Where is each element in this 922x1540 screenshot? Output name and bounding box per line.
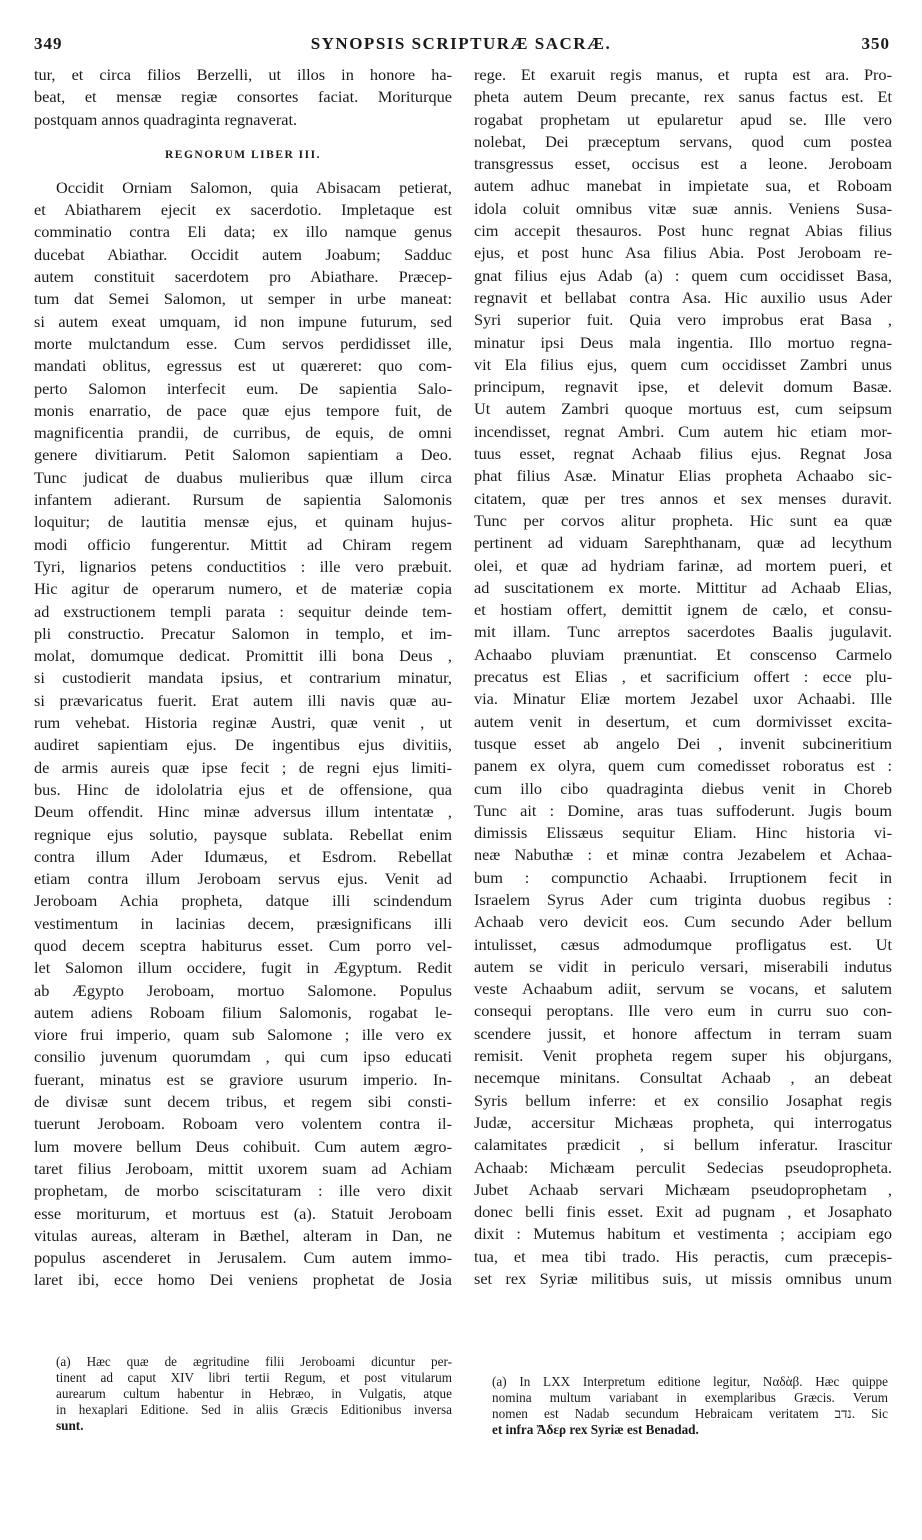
text-line: Tyri, lignarios petens conductitios : ille vero præbuit. [34, 556, 452, 576]
text-line: Syris bellum inferre: et ex consilio Josaphat regis [474, 1090, 892, 1110]
text-line: tuus esset, regnat Achaab filius ejus. Regnat Josa [474, 444, 892, 464]
footnote-line: nomen est Nadab secundum Hebraicam veritatem נדב. Sic [492, 1406, 888, 1421]
text-line: calamitates prædicit , si bellum inferatur. Irascitur [474, 1135, 892, 1155]
text-line: panem ex olyra, quem cum comedisset roboratus est : [474, 756, 892, 776]
text-line: loquitur; de lautitia mensæ ejus, et quinam hujus- [34, 512, 452, 532]
text-line: Syri superior fuit. Quia vero improbus erat Basa , [474, 310, 892, 330]
text-line: vitulas aureas, alteram in Bæthel, alteram in Dan, ne [34, 1225, 452, 1245]
text-line: regnavit et bellabat contra Asa. Hic auxilio usus Ader [474, 287, 892, 307]
text-line: vit Ela filius ejus, quem cum occidisset Zambri unus [474, 354, 892, 374]
text-line: tua, et mea tibi trado. His peractis, cum præcepis- [474, 1246, 892, 1266]
text-line: fuerant, minatus est se graviore usurum imperio. In- [34, 1069, 452, 1089]
text-line: bum : compunctio Achaabi. Irruptionem fecit in [474, 867, 892, 887]
text-line: consilio juvenum quorumdam , qui cum ipso educati [34, 1047, 452, 1067]
text-line: ad suscitationem ex morte. Mittitur ad Achaab Elias, [474, 577, 892, 597]
text-line: de divisæ sunt decem tribus, et regem sibi consti- [34, 1092, 452, 1112]
page-header [0, 34, 922, 62]
text-line: autem constituit sacerdotem pro Abiathare. Præcep- [34, 267, 452, 287]
text-line: pertinent ad viduam Sarephthanam, quæ ad lecythum [474, 533, 892, 553]
text-line: prophetam, de morbo sciscitaturam : ille vero dixit [34, 1181, 452, 1201]
text-line: molat, domumque dedicat. Promittit illi bona Deus , [34, 646, 452, 666]
text-line: remisit. Venit propheta regem super his objurgans, [474, 1046, 892, 1066]
text-line: Jubet Achaab servari Michæam pseudoprophetam , [474, 1179, 892, 1199]
text-line: via. Minatur Eliæ mortem Jezabel uxor Achaabi. Ille [474, 689, 892, 709]
text-line: tur, et circa filios Berzelli, ut illos in honore ha- [34, 65, 452, 84]
text-line: citatem, quæ per tres annos et sex menses duravit. [474, 488, 892, 508]
text-line: autem adiens Roboam filium Salomonis, rogabat le- [34, 1002, 452, 1022]
text-line: rogabat prophetam ut epularetur apud se. Ille vero [474, 109, 892, 129]
text-line: gnat filius ejus Adab (a) : quem cum occidisset Basa, [474, 265, 892, 285]
text-line: monis enarratio, de pace quæ ejus tempore fuit, de [34, 400, 452, 420]
text-line: esse moriturum, et mortuus est (a). Statuit Jeroboam [34, 1203, 452, 1223]
text-line: Tunc per corvos alitur propheta. Hic sunt ea quæ [474, 510, 892, 530]
text-line: intulisset, cæsus admodumque profligatus est. Ut [474, 934, 892, 954]
text-line: contra illum Ader Idumæus, et Esdrom. Rebellat [34, 846, 452, 866]
text-line: audiret sapientiam ejus. De ingentibus ejus divitiis, [34, 735, 452, 755]
text-line: et hostiam offert, demittit ignem de cælo, et consu- [474, 600, 892, 620]
footnote-line: nomina multum variabant in exemplaribus Græcis. Verum [492, 1390, 888, 1405]
footnote-line: et infra Ἄδερ rex Syriæ est Benadad. [492, 1422, 699, 1437]
text-line: pheta autem Deum precante, rex sanus factus est. Et [474, 87, 892, 107]
text-line: cum illo cibo quadraginta diebus venit in Choreb [474, 778, 892, 798]
text-line: Israelem Syrus Ader cum triginta duobus regibus : [474, 889, 892, 909]
text-line: Tunc ait : Domine, aras tuas suffoderunt. Jugis boum [474, 800, 892, 820]
text-line: minatur ipsi Deus mala ingentia. Illo mortuo regna- [474, 332, 892, 352]
text-line: ad exstructionem templi parata : sequitur deinde tem- [34, 601, 452, 621]
text-line: et Abiatharem ejecit ex sacerdotio. Impletaque est [34, 200, 452, 220]
text-line: Jeroboam Achia propheta, datque illi scindendum [34, 891, 452, 911]
text-line: Judæ, accersitur Michæas propheta, qui interrogatus [474, 1112, 892, 1132]
text-line: de armis aureis quæ ipse fecit ; de regni ejus limiti- [34, 757, 452, 777]
left-page-number: 349 [34, 34, 63, 53]
text-line: Achaab: Michæam perculit Sedecias pseudopropheta. [474, 1157, 892, 1177]
text-line: si prævaricatus fuerit. Erat autem illi navis quæ au- [34, 690, 452, 710]
text-line: ducebat Abiathar. Occidit autem Joabum; Sadduc [34, 244, 452, 264]
text-line: postquam annos quadraginta regnaverat. [34, 109, 298, 129]
text-line: nolebat, Dei præceptum servans, quod cum postea [474, 131, 892, 151]
text-line: genere divitiarum. Petit Salomon sapientiam a Deo. [34, 445, 452, 465]
text-line: lum movere bellum Deus cohibuit. Cum autem ægro- [34, 1136, 452, 1156]
text-line: consequi peroptans. Ille vero eum in curru suo con- [474, 1001, 892, 1021]
text-line: precatus est Elias , et sacrificium offert : ecce plu- [474, 667, 892, 687]
text-line: etiam contra illum Jeroboam servus ejus. Venit ad [34, 869, 452, 889]
text-line: necemque minitans. Consultat Achaab , an debeat [474, 1068, 892, 1088]
text-line: laret ibi, ecce homo Dei veniens prophetat de Josia [34, 1270, 452, 1290]
footnote-line: sunt. [56, 1418, 84, 1433]
text-line: tum dat Semei Salomon, ut semper in urbe maneat: [34, 289, 452, 309]
text-line: magnificentia prandii, de curribus, de equis, de omni [34, 423, 452, 443]
running-title: SYNOPSIS SCRIPTURÆ SACRÆ. [310, 34, 612, 53]
text-line: si custodierit mandata ipsius, et contrarium minatur, [34, 668, 452, 688]
left-text-column [34, 64, 452, 1292]
text-line: transgressus esset, occisus est a leone. Jeroboam [474, 154, 892, 174]
text-line: principum, regnavit ipse, et delevit domum Basæ. [474, 377, 892, 397]
text-line: quod decem sceptra habiturus esset. Cum porro vel- [34, 935, 452, 955]
footnote-line: (a) In LXX Interpretum editione legitur, Ναδὰβ. Hæc quippe [492, 1374, 888, 1389]
text-line: viore frui imperio, quam sub Salomone ; ille vero ex [34, 1025, 452, 1045]
text-line: scendere jussit, et honore affectum in terram suam [474, 1023, 892, 1043]
text-line: ab Ægypto Jeroboam, mortuo Salomone. Populus [34, 980, 452, 1000]
section-heading: REGNORUM LIBER III. [165, 148, 321, 161]
text-line: Occidit Orniam Salomon, quia Abisacam petierat, [56, 177, 452, 197]
text-line: phat filius Asæ. Minatur Elias propheta Achaabo sic- [474, 466, 892, 486]
text-line: bus. Hinc de idololatria ejus et de offensione, qua [34, 779, 452, 799]
text-line: Ut autem Zambri quoque mortuus est, cum seipsum [474, 399, 892, 419]
text-line: tuerunt Jeroboam. Roboam vero volentem contra il- [34, 1114, 452, 1134]
right-footnote [492, 1374, 888, 1438]
text-line: Achaab vero devicit eos. Cum secundo Ader bellum [474, 912, 892, 932]
text-line: regnique ejus solutio, paysque sublata. Rebellat enim [34, 824, 452, 844]
text-line: Achaabo pluviam prænuntiat. Et conscenso Carmelo [474, 644, 892, 664]
right-page-number: 350 [861, 34, 890, 53]
text-line: neæ Nabuthæ : et minæ contra Jezabelem et Achaa- [474, 845, 892, 865]
text-line: autem venit in desertum, et cum dormivisset excita- [474, 711, 892, 731]
text-line: comminatio contra Eli data; ex illo namque genus [34, 222, 452, 242]
text-line: cim accepit thesauros. Post hunc regnat Abias filius [474, 221, 892, 241]
text-line: donec belli finis esset. Exit ad pugnam , et Josaphato [474, 1202, 892, 1222]
text-line: mit illam. Tunc arreptos sacerdotes Baalis jugulavit. [474, 622, 892, 642]
text-line: tusque esset ab angelo Dei , invenit subcineritium [474, 733, 892, 753]
text-line: ejus, et post hunc Asa filius Abia. Post Jeroboam re- [474, 243, 892, 263]
text-line: rum vehebat. Historia reginæ Austri, quæ venit , ut [34, 713, 452, 733]
text-line: si autem exeat umquam, id non impune futurum, sed [34, 311, 452, 331]
text-line: Deum offendit. Hinc minæ adversus illum intentatæ , [34, 802, 452, 822]
text-line: let Salomon illum occidere, fugit in Ægyptum. Redit [34, 958, 452, 978]
footnote-line: in hexaplari Editione. Sed in aliis Græcis Editionibus inversa [56, 1402, 452, 1417]
text-line: rege. Et exaruit regis manus, et rupta est ara. Pro- [474, 65, 892, 84]
text-line: pli constructio. Precatur Salomon in templo, et im- [34, 623, 452, 643]
text-line: modi officio fungerentur. Mittit ad Chiram regem [34, 534, 452, 554]
footnote-line: tinent ad caput XIV libri tertii Regum, et post vitularum [56, 1370, 452, 1385]
text-line: incendisset, regnat Ambri. Cum autem hic etiam mor- [474, 421, 892, 441]
text-line: olei, et quæ ad hydriam farinæ, ad mortem pueri, et [474, 555, 892, 575]
text-line: perto Salomon interfecit eum. De sapientia Salo- [34, 378, 452, 398]
text-line: dixit : Mutemus habitum et vestimenta ; accipiam ego [474, 1224, 892, 1244]
text-line: autem se vidit in periculo versari, miserabili indutus [474, 956, 892, 976]
text-line: idola coluit omnibus vitæ suæ annis. Veniens Susa- [474, 198, 892, 218]
text-line: dimissis Elissæus sequitur Eliam. Hinc historia vi- [474, 823, 892, 843]
left-footnote [56, 1354, 452, 1434]
text-line: morte mulctandum esse. Cum servos perdidisset ille, [34, 333, 452, 353]
text-line: populus ascenderet in Jerusalem. Cum autem immo- [34, 1248, 452, 1268]
text-line: vestimentum in lacinias decem, præsignificans illi [34, 913, 452, 933]
right-text-column [474, 64, 892, 1290]
text-line: set rex Syriæ militibus suis, ut missis omnibus unum [474, 1269, 892, 1289]
text-line: infantem adierant. Rursum de sapientia Salomonis [34, 490, 452, 510]
text-line: beat, et mensæ regiæ consortes faciat. Moriturque [34, 87, 452, 107]
text-line: veste Achaabum adiit, servum se vocans, et salutem [474, 979, 892, 999]
text-line: taret filius Jeroboam, mittit uxorem suam ad Achiam [34, 1158, 452, 1178]
text-line: Tunc judicat de duabus mulieribus quæ illum circa [34, 467, 452, 487]
footnote-line: (a) Hæc quæ de ægritudine filii Jeroboami dicuntur per- [56, 1354, 452, 1369]
text-line: autem adhuc manebat in impietate sua, et Roboam [474, 176, 892, 196]
text-line: mandati oblitus, egressus est ut quæreret: quo com- [34, 356, 452, 376]
text-line: Hic agitur de operarum numero, et de materiæ copia [34, 579, 452, 599]
footnote-line: aurearum cultum habentur in Hebræo, in Vulgatis, atque [56, 1386, 452, 1401]
